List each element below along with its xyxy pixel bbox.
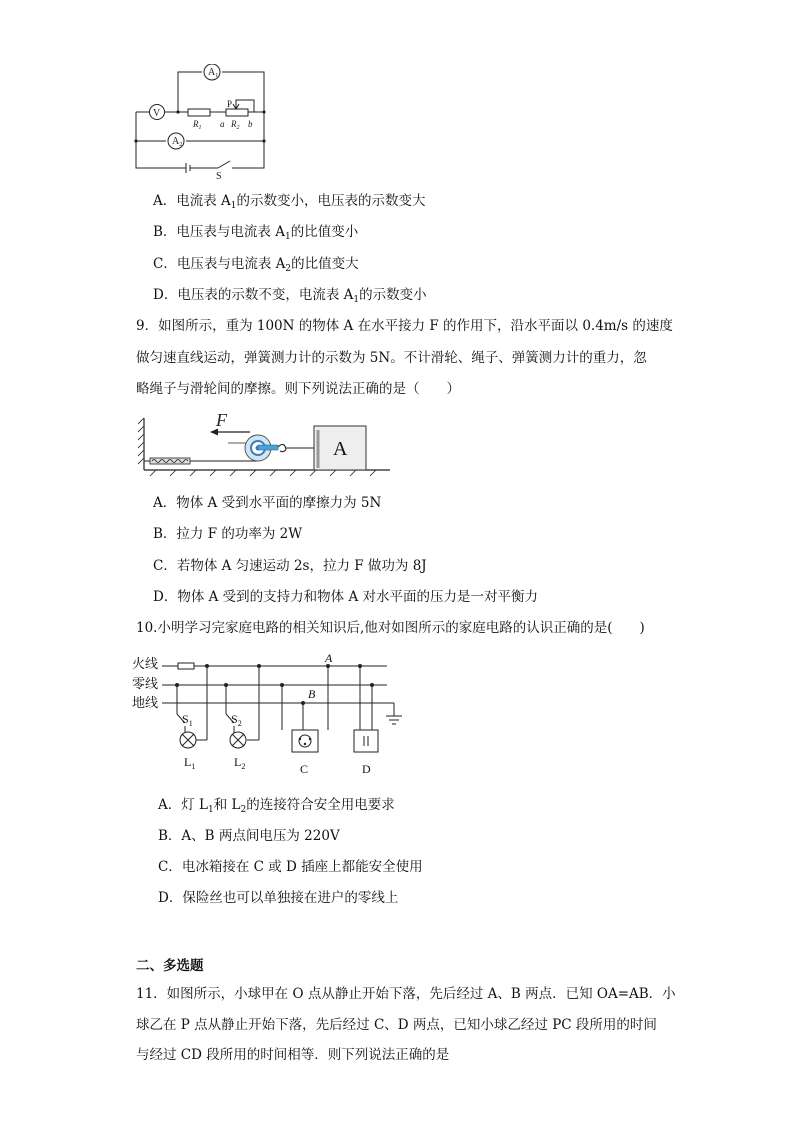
- socket-d-label: D: [362, 762, 371, 776]
- q11-stem-line2: 球乙在 P 点从静止开始下落，先后经过 C、D 两点，已知小球乙经过 PC 段所用的时间: [136, 1017, 657, 1033]
- q9-option-a: A．物体 A 受到水平面的摩擦力为 5N: [153, 495, 382, 511]
- q10-option-a: A．灯 $L_1$和 $L_2$的连接符合安全用电要求: [158, 797, 395, 815]
- neutral-wire-label: 零线: [132, 676, 159, 691]
- q10-option-d: D．保险丝也可以单独接在进户的零线上: [158, 890, 399, 906]
- q8-circuit-diagram: [128, 64, 278, 180]
- ammeter-a1-label: $A_1$: [208, 67, 219, 79]
- q9-option-b: B．拉力 F 的功率为 2W: [153, 526, 303, 542]
- q9-stem-line3: 略绳子与滑轮间的摩擦。则下列说法正确的是（ ）: [136, 381, 460, 397]
- socket-c-label: C: [300, 762, 309, 776]
- q10-option-c: C．电冰箱接在 C 或 D 插座上都能安全使用: [158, 859, 423, 875]
- b-point-label: b: [248, 119, 253, 129]
- section-title: 二、多选题: [136, 958, 204, 974]
- switch-s-label: S: [216, 171, 222, 180]
- q9-stem-line2: 做匀速直线运动，弹簧测力计的示数为 5N。不计滑轮、绳子、弹簧测力计的重力，忽: [136, 350, 647, 366]
- q8-option-a: A．电流表 $A_1$的示数变小，电压表的示数变大: [153, 193, 426, 211]
- q9-stem-line1: 9．如图所示，重为 100N 的物体 A 在水平接力 F 的作用下，沿水平面以 0.4m/s 的速度: [136, 318, 673, 334]
- q8-option-c: C．电压表与电流表 $A_2$的比值变大: [153, 256, 359, 274]
- q8-option-b: B．电压表与电流表 $A_1$的比值变小: [153, 224, 359, 242]
- voltmeter-label: V: [153, 108, 161, 119]
- force-f-label: F: [216, 410, 227, 430]
- q11-stem-line1: 11．如图所示，小球甲在 O 点从静止开始下落，先后经过 A、B 两点．已知 OA=AB．小: [136, 986, 676, 1002]
- ground-wire-label: 地线: [132, 695, 159, 710]
- q10-stem-line1: 10.小明学习完家庭电路的相关知识后,他对如图所示的家庭电路的认识正确的是( ): [136, 620, 645, 636]
- block-a-label: A: [333, 438, 348, 460]
- q10-household-circuit-diagram: [132, 648, 408, 778]
- q11-stem-line3: 与经过 CD 段所用的时间相等．则下列说法正确的是: [136, 1047, 450, 1063]
- lamp-l1-label: $L_1$: [184, 755, 196, 771]
- ammeter-a2-label: $A_2$: [172, 136, 183, 148]
- q9-pulley-diagram: [138, 410, 394, 478]
- a-point-label: a: [220, 119, 225, 129]
- switch-s2-label: $S_2$: [231, 712, 242, 728]
- live-wire-label: 火线: [132, 656, 159, 671]
- r2-label: $R_2$: [231, 119, 240, 131]
- switch-s1-label: $S_1$: [182, 712, 193, 728]
- q9-option-d: D．物体 A 受到的支持力和物体 A 对水平面的压力是一对平衡力: [153, 589, 538, 605]
- q8-option-d: D．电压表的示数不变，电流表 $A_1$的示数变小: [153, 287, 427, 305]
- point-a-label: A: [325, 651, 333, 665]
- q9-option-c: C．若物体 A 匀速运动 2s，拉力 F 做功为 8J: [153, 558, 427, 574]
- point-b-label: B: [308, 687, 316, 701]
- lamp-l2-label: $L_2$: [234, 755, 246, 771]
- q10-option-b: B．A、B 两点间电压为 220V: [158, 828, 340, 844]
- r1-label: $R_1$: [193, 119, 202, 131]
- slider-p-label: P: [227, 99, 233, 109]
